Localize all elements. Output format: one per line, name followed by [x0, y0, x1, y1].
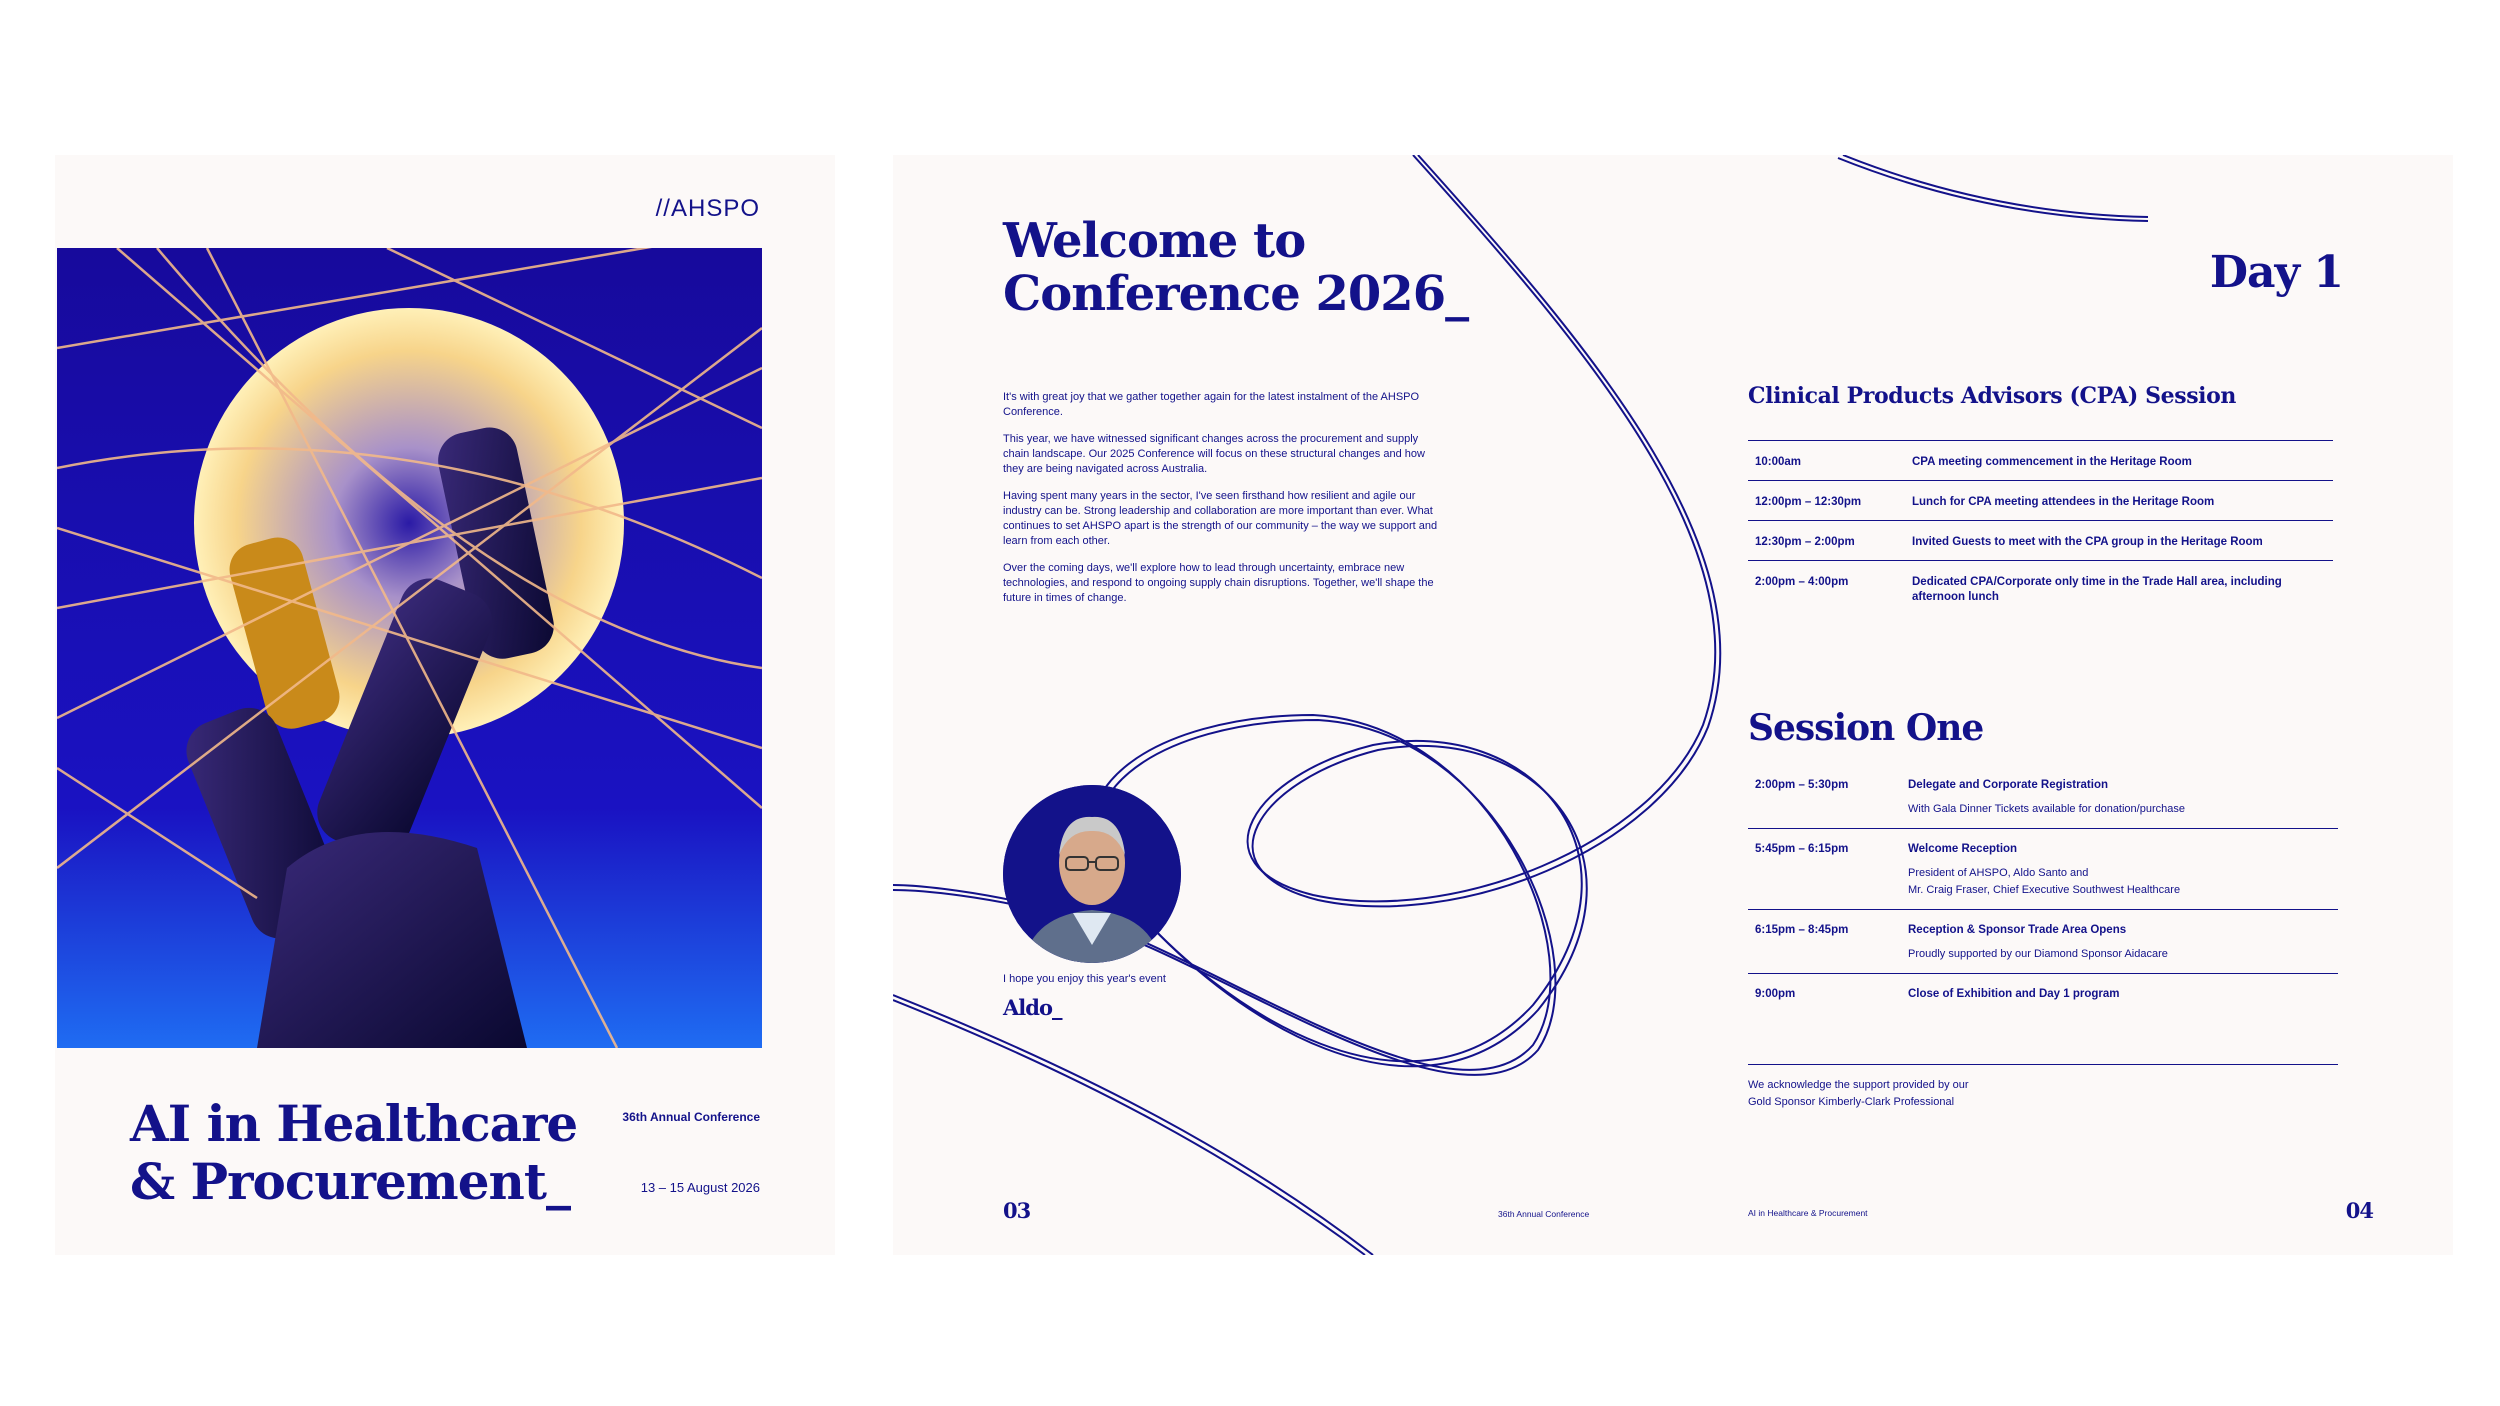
table-row: [1748, 561, 2333, 615]
letter-paragraph: It's with great joy that we gather together again for the latest instalment of the AHSPO Conference.: [1003, 391, 1420, 418]
row-detail: President of AHSPO, Aldo Santo and Mr. Craig Fraser, Chief Executive Southwest Healthcare: [1908, 867, 2181, 896]
agenda-spread: [893, 155, 2453, 1255]
session-one-schedule: [1748, 765, 2338, 1013]
signature: Aldo_: [1003, 995, 1062, 1020]
row-time: 9:00pm: [1755, 988, 1796, 1000]
cover-page: [55, 155, 835, 1255]
letter-paragraph: This year, we have witnessed significant changes across the procurement and supply chain landscape. Our 2025 Conference will focus on these structural changes and how they are being navigated across Australia.: [1003, 433, 1425, 475]
table-row: [1748, 974, 2338, 1013]
row-time: 10:00am: [1755, 456, 1802, 468]
row-detail: Proudly supported by our Diamond Sponsor Aidacare: [1908, 948, 2168, 960]
ahspo-logo: //AHSPO: [655, 195, 760, 222]
session-one-title: Session One: [1748, 707, 1984, 749]
letter-paragraph: Having spent many years in the sector, I've seen firsthand how resilient and agile our industry can be. Strong leadership and collaboration are more important than ever. What continues to set AHSPO apart is the strength of our community – the way we support and learn from each other.: [1003, 490, 1438, 547]
welcome-letter: [1003, 390, 1443, 618]
day-title: Day 1: [2209, 247, 2343, 298]
row-description: Lunch for CPA meeting attendees in the Heritage Room: [1912, 496, 2215, 508]
row-time: 2:00pm – 4:00pm: [1755, 576, 1849, 588]
row-heading: Delegate and Corporate Registration: [1908, 779, 2109, 791]
table-row: [1748, 829, 2338, 910]
cpa-schedule-table: [1748, 440, 2333, 615]
page-number-left: 03: [1003, 1198, 1031, 1223]
row-content: [1908, 922, 2338, 963]
table-row: [1748, 521, 2333, 561]
row-description: Invited Guests to meet with the CPA group in the Heritage Room: [1912, 536, 2263, 548]
table-row: [1748, 910, 2338, 974]
table-row: [1748, 765, 2338, 829]
row-content: [1908, 777, 2338, 818]
row-content: [1908, 841, 2338, 899]
closing-note: I hope you enjoy this year's event: [1003, 973, 1166, 985]
row-time: 6:15pm – 8:45pm: [1755, 924, 1849, 936]
row-heading: Welcome Reception: [1908, 843, 2018, 855]
portrait-illustration: [1003, 785, 1181, 963]
welcome-title: Welcome to Conference 2026_: [1003, 213, 1469, 322]
footer-title: AI in Healthcare & Procurement: [1748, 1208, 1868, 1218]
row-time: 12:00pm – 12:30pm: [1755, 496, 1862, 508]
sponsor-acknowledgement: We acknowledge the support provided by our Gold Sponsor Kimberly-Clark Professional: [1748, 1064, 2338, 1111]
row-heading: Reception & Sponsor Trade Area Opens: [1908, 924, 2127, 936]
row-content: [1908, 986, 2338, 1003]
robot-hand-illustration: [57, 248, 762, 1048]
page-number-right: 04: [2345, 1198, 2373, 1223]
cover-edition: 36th Annual Conference: [622, 1110, 760, 1124]
cover-dates: 13 – 15 August 2026: [640, 1180, 760, 1195]
table-row: [1748, 481, 2333, 521]
table-row: [1748, 441, 2333, 481]
row-description: Dedicated CPA/Corporate only time in the Trade Hall area, including afternoon lunch: [1912, 576, 2282, 603]
row-heading: Close of Exhibition and Day 1 program: [1908, 988, 2120, 1000]
cpa-session-title: Clinical Products Advisors (CPA) Session: [1748, 383, 2237, 409]
row-time: 5:45pm – 6:15pm: [1755, 843, 1849, 855]
letter-paragraph: Over the coming days, we'll explore how to lead through uncertainty, embrace new technologies, and respond to ongoing supply chain disruptions. Together, we'll shape the future in times of change.: [1003, 562, 1434, 604]
president-portrait: [1003, 785, 1181, 963]
row-time: 12:30pm – 2:00pm: [1755, 536, 1855, 548]
footer-edition: 36th Annual Conference: [1498, 1209, 1590, 1219]
cover-hero-image: [57, 248, 762, 1048]
row-detail: With Gala Dinner Tickets available for donation/purchase: [1908, 803, 2185, 815]
row-description: CPA meeting commencement in the Heritage Room: [1912, 456, 2192, 468]
cover-title: AI in Healthcare & Procurement_: [130, 1094, 578, 1211]
row-time: 2:00pm – 5:30pm: [1755, 779, 1849, 791]
